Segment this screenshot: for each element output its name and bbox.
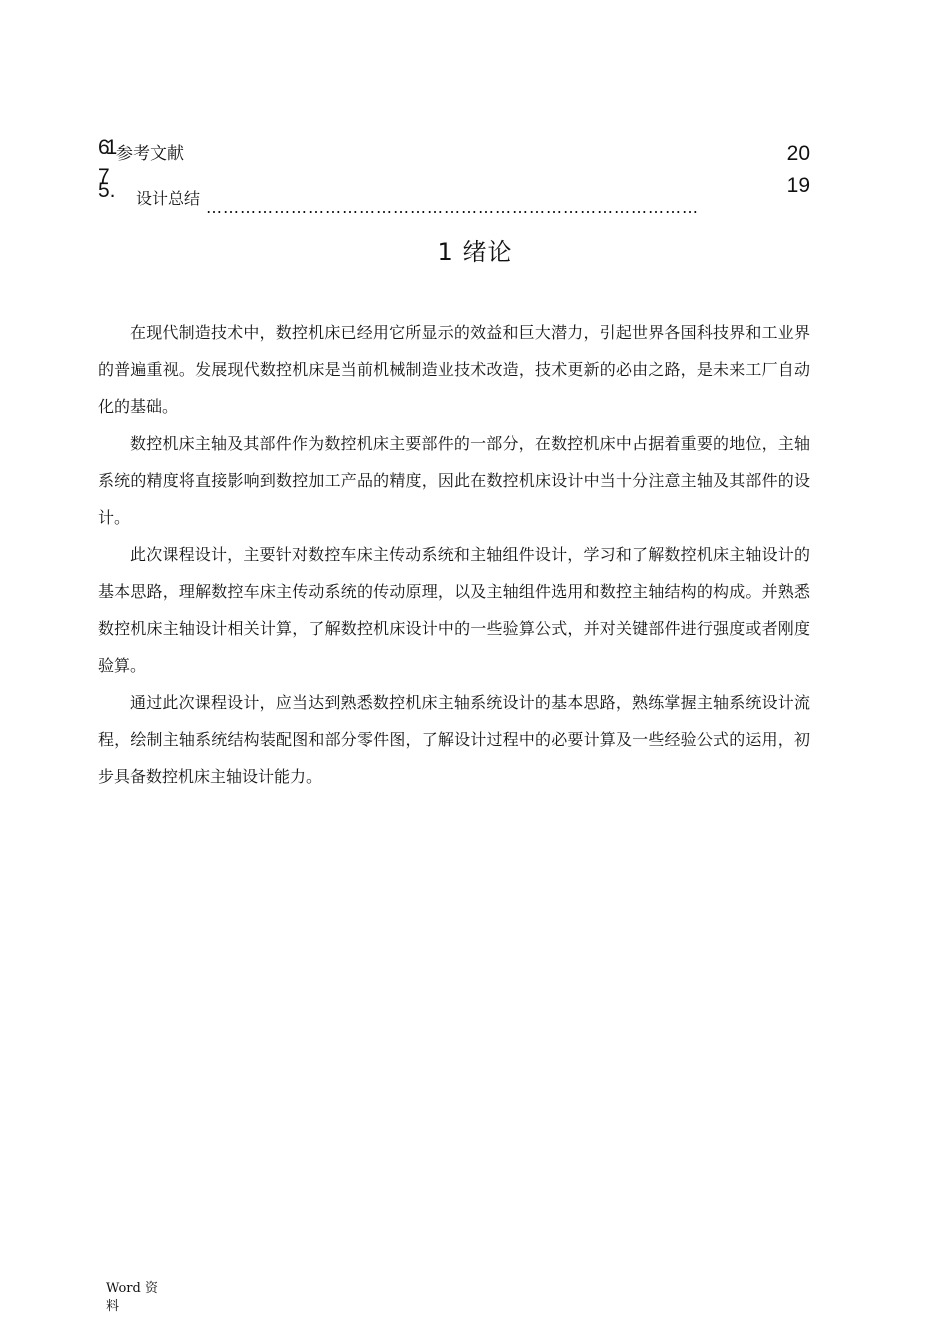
table-of-contents (98, 136, 810, 217)
footer-watermark: Word 资料 (106, 1281, 158, 1314)
section-title: 1 绪论 (437, 238, 513, 266)
toc-entry-page: 19 (786, 174, 810, 197)
toc-entry-number: 61 (98, 136, 114, 159)
toc-entry-page: 20 (786, 142, 810, 165)
toc-leader-dots: …………………………………………………………………………… (206, 198, 699, 217)
toc-entry-clipped-row (98, 174, 810, 208)
toc-entry-summary[interactable] (98, 165, 810, 217)
paragraph: 数控机床主轴及其部件作为数控机床主要部件的一部分，在数控机床中占据着重要的地位，主轴系统的精度将直接影响到数控加工产品的精度，因此在数控机床设计中当十分注意主轴及其部件的设计。 (98, 434, 810, 527)
toc-entry-references[interactable] (98, 136, 810, 174)
toc-entry-label: 设计总结 (136, 189, 201, 208)
toc-entry-label: 参考文献 (116, 144, 184, 164)
section-body (98, 314, 810, 795)
paragraph: 此次课程设计，主要针对数控车床主传动系统和主轴组件设计，学习和了解数控机床主轴设计的基本思路，理解数控车床主传动系统的传动原理，以及主轴组件选用和数控主轴结构的构成。并熟悉数控机床主轴设计相关计算，了解数控机床设计中的一些验算公式，并对关键部件进行强度或者刚度验算。 (98, 545, 810, 675)
toc-entry-number: 7 5. (98, 165, 116, 202)
paragraph: 在现代制造技术中，数控机床已经用它所显示的效益和巨大潜力，引起世界各国科技界和工业界的普遍重视。发展现代数控机床是当前机械制造业技术改造，技术更新的必由之路，是未来工厂自动化的基础。 (98, 323, 810, 416)
paragraph: 通过此次课程设计，应当达到熟悉数控机床主轴系统设计的基本思路，熟练掌握主轴系统设计流程，绘制主轴系统结构装配图和部分零件图，了解设计过程中的必要计算及一些经验公式的运用，初步具备数控机床主轴设计能力。 (98, 693, 810, 786)
